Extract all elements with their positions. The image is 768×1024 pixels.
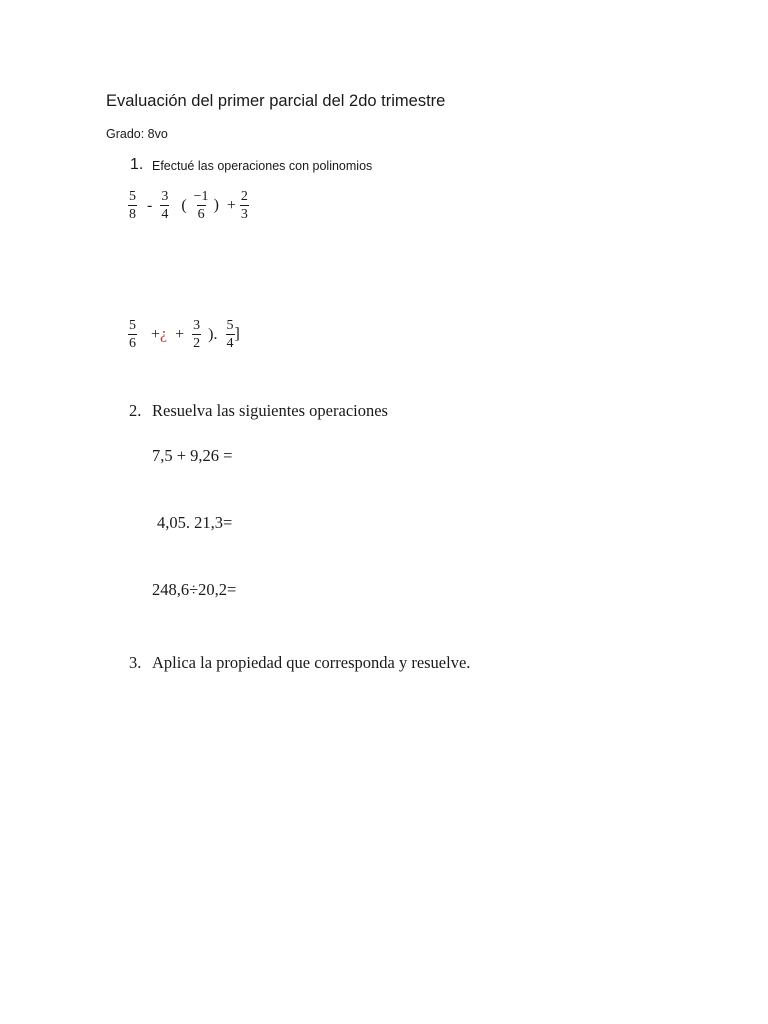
operator: + [226,196,236,214]
question-2-number: 2. [129,401,142,420]
question-3-text: Aplica la propiedad que corresponda y resuelve. [152,653,471,672]
fraction: $\frac{3}{2}$ [193,318,201,351]
fraction: $\frac{2}{3}$ [240,189,248,222]
operator: + [175,325,185,343]
fraction: $\frac{5}{8}$ [129,189,136,222]
operator: + [151,325,161,343]
expression-2 [128,318,240,351]
operator: - [147,196,153,214]
question-1-text: Efectué las operaciones con polinomios [152,159,373,173]
operation-3: 248,6÷20,2= [152,580,237,599]
paren-close: ) [213,196,219,214]
fraction: $\frac{5}{4}$ [226,318,234,351]
operation-1: 7,5 + 9,26 = [152,446,233,465]
paren-open: ( [181,196,187,214]
grade-label: Grado: 8vo [106,127,168,141]
bracket-close: ] [234,325,240,343]
question-1-number: 1. [130,156,144,173]
fraction: $\frac{-1}{6}$ [193,189,209,222]
fraction: $\frac{3}{4}$ [161,189,169,222]
paren-close-dot: ). [208,325,218,343]
question-3-number: 3. [129,653,142,672]
document-title: Evaluación del primer parcial del 2do trimestre [106,92,446,110]
expression-1 [128,189,249,222]
inverted-question-mark: ¿ [160,325,168,343]
question-2-text: Resuelva las siguientes operaciones [152,401,388,420]
operation-2: 4,05. 21,3= [157,513,233,532]
fraction: $\frac{5}{6}$ [129,318,136,351]
